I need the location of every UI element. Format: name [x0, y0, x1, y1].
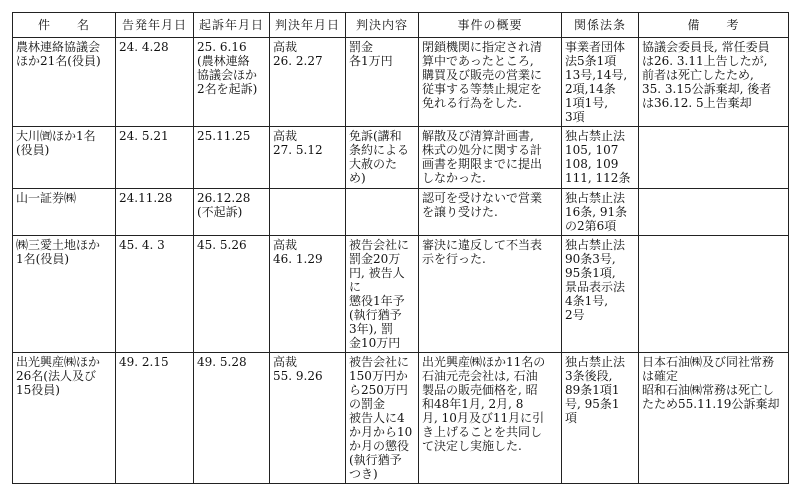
case-name: 農林連絡協議会 ほか21名(役員) — [13, 38, 116, 127]
accusation-date: 45. 4. 3 — [116, 236, 194, 353]
indictment-date: 49. 5.28 — [194, 353, 270, 484]
table-row — [13, 189, 789, 236]
remarks — [639, 236, 789, 353]
remarks — [639, 127, 789, 189]
header-case-name: 件 名 — [13, 13, 116, 38]
case-name: ㈱三愛土地ほか 1名(役員) — [13, 236, 116, 353]
accusation-date: 24.11.28 — [116, 189, 194, 236]
related-laws: 独占禁止法 90条3号, 95条1項, 景品表示法 4条1号, 2号 — [562, 236, 639, 353]
header-indictment-date: 起訴年月日 — [194, 13, 270, 38]
header-laws: 関係法条 — [562, 13, 639, 38]
related-laws: 独占禁止法 16条, 91条 の2第6項 — [562, 189, 639, 236]
header-accusation-date: 告発年月日 — [116, 13, 194, 38]
header-judgment-date: 判決年月日 — [270, 13, 346, 38]
accusation-date: 24. 4.28 — [116, 38, 194, 127]
case-summary: 出光興産㈱ほか11名の 石油元売会社は, 石油 製品の販売価格を, 昭 和48年1月, 2月, 8 月, 10月及び11月に引 き上げることを共同し て決定し実施した. — [419, 353, 562, 484]
indictment-date: 25.11.25 — [194, 127, 270, 189]
case-name: 大川㈾ほか1名 (役員) — [13, 127, 116, 189]
judgment-date: 高裁 46. 1.29 — [270, 236, 346, 353]
judgment-content: 免訴(講和 条約による 大赦のた め) — [346, 127, 419, 189]
judgment-content: 罰金 各1万円 — [346, 38, 419, 127]
judgment-date: 高裁 27. 5.12 — [270, 127, 346, 189]
table-row — [13, 38, 789, 127]
remarks: 協議会委員長, 常任委員 は26. 3.11上告したが, 前者は死亡したため, 35. 3.15公訴棄却, 後者 は36.12. 5上告棄却 — [639, 38, 789, 127]
case-summary: 審決に違反して不当表 示を行った. — [419, 236, 562, 353]
related-laws: 独占禁止法 105, 107 108, 109 111, 112条 — [562, 127, 639, 189]
accusation-date: 49. 2.15 — [116, 353, 194, 484]
judgment-date: 高裁 26. 2.27 — [270, 38, 346, 127]
related-laws: 独占禁止法 3条後段, 89条1項1 号, 95条1 項 — [562, 353, 639, 484]
case-name: 山一証券㈱ — [13, 189, 116, 236]
table-row — [13, 353, 789, 484]
judgment-date — [270, 189, 346, 236]
judgment-content — [346, 189, 419, 236]
case-summary: 閉鎖機関に指定され清 算中であったところ, 購買及び販売の営業に 従事する等禁止規定を 免れる行為をした. — [419, 38, 562, 127]
related-laws: 事業者団体 法5条1項 13号,14号, 2項,14条 1項1号, 3項 — [562, 38, 639, 127]
judgment-date: 高裁 55. 9.26 — [270, 353, 346, 484]
accusation-date: 24. 5.21 — [116, 127, 194, 189]
header-summary: 事件の概要 — [419, 13, 562, 38]
remarks — [639, 189, 789, 236]
indictment-date: 45. 5.26 — [194, 236, 270, 353]
case-name: 出光興産㈱ほか 26名(法人及び 15役員) — [13, 353, 116, 484]
header-judgment: 判決内容 — [346, 13, 419, 38]
case-summary: 認可を受けないで営業 を譲り受けた. — [419, 189, 562, 236]
header-row — [13, 13, 789, 38]
judgment-content: 被告会社に 150万円か ら250万円 の罰金 被告人に4 か月から10 か月の懲役 (執行猶予 つき) — [346, 353, 419, 484]
remarks: 日本石油㈱及び同社常務 は確定 昭和石油㈱常務は死亡し たため55.11.19公訴棄却 — [639, 353, 789, 484]
table-row — [13, 236, 789, 353]
header-remarks: 備 考 — [639, 13, 789, 38]
judgment-content: 被告会社に 罰金20万 円, 被告人に 懲役1年予 (執行猶予 3年), 罰 金10万円 — [346, 236, 419, 353]
case-summary: 解散及び清算計画書, 株式の処分に関する計 画書を期限までに提出 しなかった. — [419, 127, 562, 189]
table-row — [13, 127, 789, 189]
indictment-date: 25. 6.16 (農林連絡 協議会ほか 2名を起訴) — [194, 38, 270, 127]
indictment-date: 26.12.28 (不起訴) — [194, 189, 270, 236]
cases-table — [12, 12, 789, 484]
